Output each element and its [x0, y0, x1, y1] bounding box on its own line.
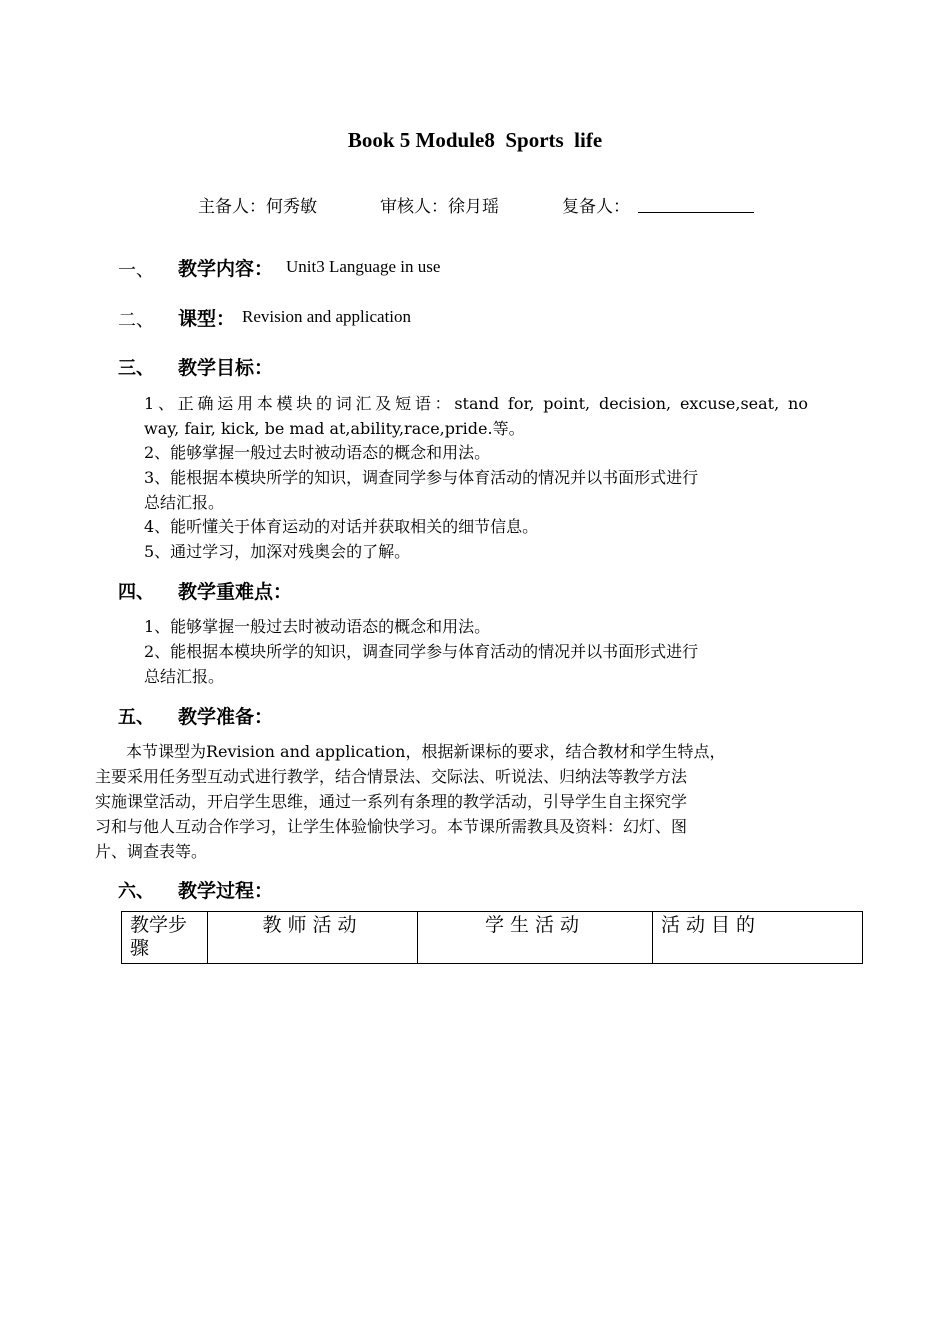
table-header-row [122, 912, 863, 964]
section-3-number: 三、 [118, 358, 154, 379]
preparation-line: 片、调查表等。 [95, 842, 208, 861]
section-4-number: 四、 [118, 582, 154, 603]
objective-line: 5、通过学习，加深对残奥会的了解。 [144, 542, 411, 561]
section-5-number: 五、 [118, 707, 154, 728]
header-student-activity: 学生活动 [418, 912, 653, 964]
section-1-value: Unit3 Language in use [286, 257, 441, 276]
section-4-title: 教学重难点： [178, 581, 293, 603]
section-1-number: 一、 [118, 260, 154, 281]
reviewer: 审核人：徐月瑶 [380, 197, 499, 217]
section-3-title: 教学目标： [178, 357, 274, 379]
section-2-number: 二、 [118, 310, 154, 331]
section-5-title: 教学准备： [178, 706, 274, 728]
preparation-line: 习和与他人互动合作学习，让学生体验愉快学习。本节课所需教具及资料：幻灯、图 [95, 817, 688, 836]
key-point-line: 2、能根据本模块所学的知识，调查同学参与体育活动的情况并以书面形式进行 [144, 642, 699, 661]
objective-line: 总结汇报。 [144, 493, 225, 512]
section-6-number: 六、 [118, 881, 154, 902]
section-1-title: 教学内容： [178, 258, 274, 280]
preparer: 主备人：何秀敏 [198, 197, 317, 217]
header-teaching-steps [122, 912, 208, 964]
header-steps-line2: 骤 [130, 937, 150, 959]
header-steps-line1: 教学步 [130, 914, 188, 936]
preparation-line: 主要采用任务型互动式进行教学，结合情景法、交际法、听说法、归纳法等教学方法 [95, 767, 688, 786]
objective-line: 1、正确运用本模块的词汇及短语：stand for, point, decision, excuse,seat, no [144, 394, 808, 413]
objective-line: 2、能够掌握一般过去时被动语态的概念和用法。 [144, 443, 491, 462]
objective-line: 4、能听懂关于体育运动的对话并获取相关的细节信息。 [144, 517, 539, 536]
co-preparer: 复备人： [562, 197, 630, 217]
preparation-line: 本节课型为Revision and application，根据新课标的要求，结合教材和学生特点， [126, 742, 726, 761]
section-6-title: 教学过程： [178, 880, 274, 902]
teaching-process-table [121, 911, 863, 964]
section-2-value: Revision and application [242, 307, 412, 326]
header-activity-purpose: 活动目的 [653, 912, 863, 964]
header-teacher-activity: 教师活动 [208, 912, 418, 964]
document-title: Book 5 Module8 Sports life [347, 128, 603, 152]
key-point-line: 总结汇报。 [144, 667, 225, 686]
key-point-line: 1、能够掌握一般过去时被动语态的概念和用法。 [144, 617, 491, 636]
objective-line: 3、能根据本模块所学的知识，调查同学参与体育活动的情况并以书面形式进行 [144, 468, 699, 487]
co-preparer-blank [638, 212, 754, 213]
preparation-line: 实施课堂活动，开启学生思维，通过一系列有条理的教学活动，引导学生自主探究学 [95, 792, 688, 811]
objective-line: way, fair, kick, be mad at,ability,race,pride.等。 [144, 419, 525, 438]
section-2-title: 课型： [178, 308, 236, 330]
